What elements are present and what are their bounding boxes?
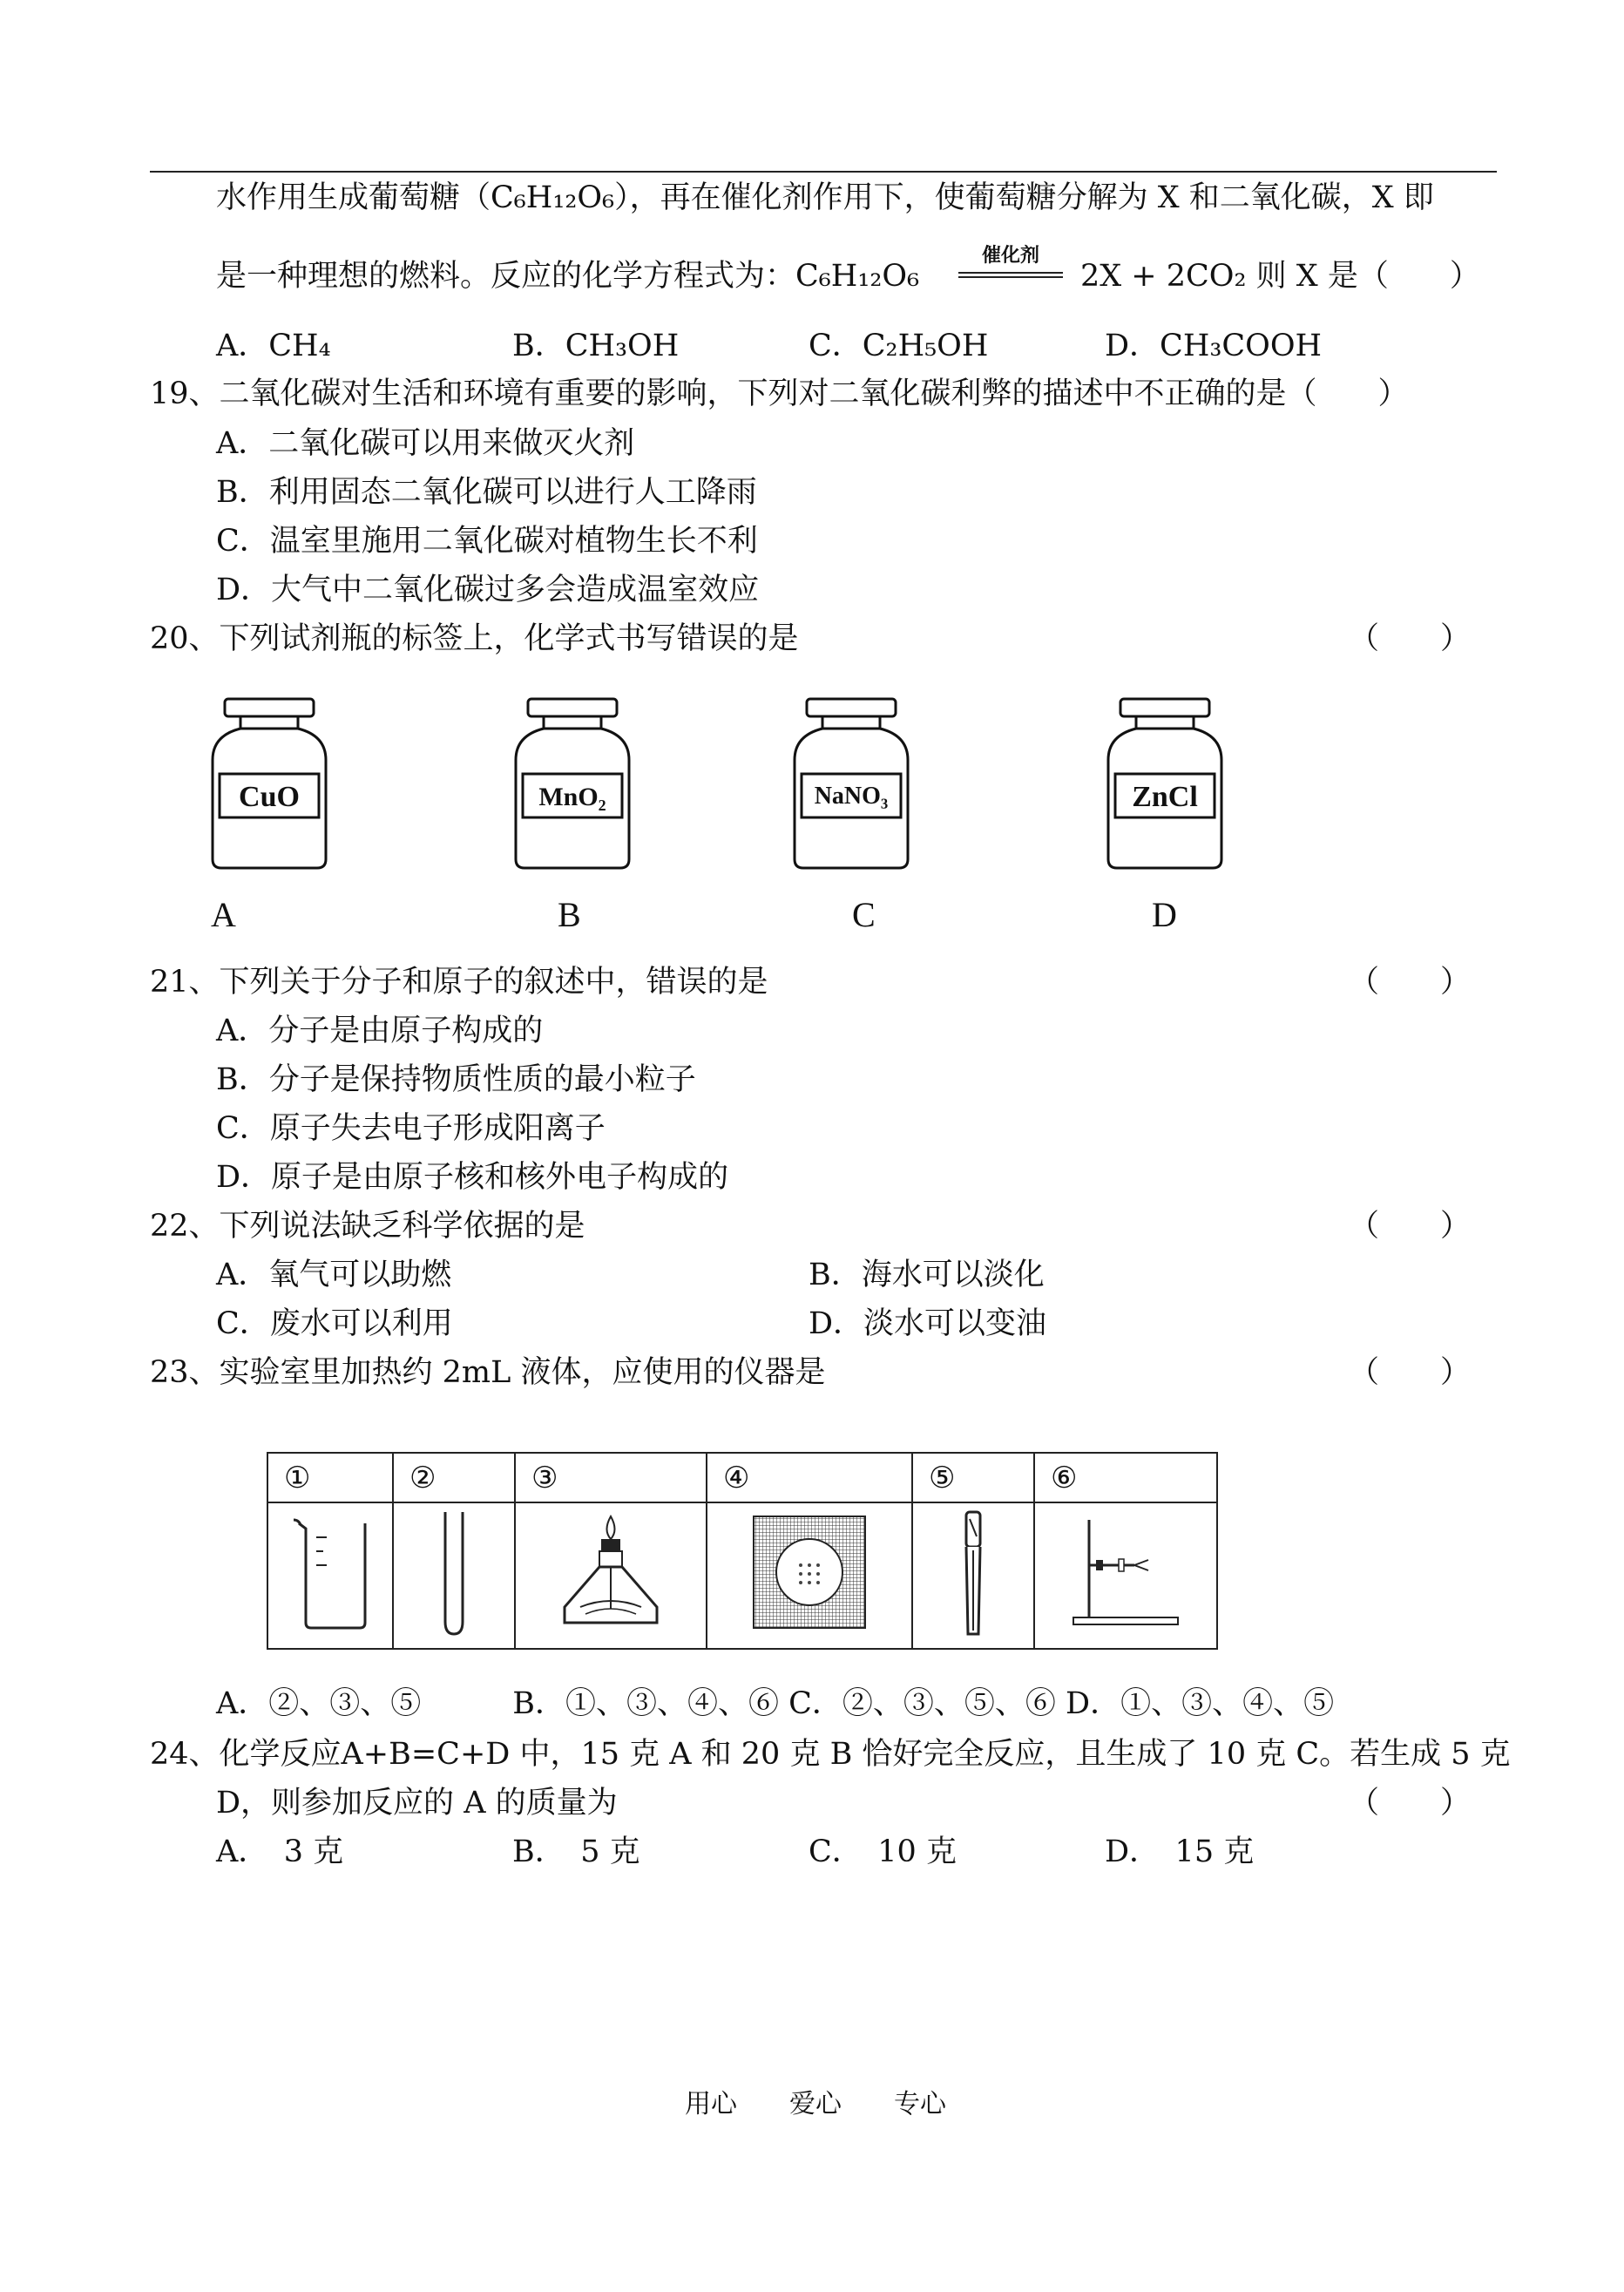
- bottle-letter-c: C: [852, 895, 876, 934]
- test-tube-holder-icon: [947, 1507, 999, 1638]
- apparatus-header-3: ③: [515, 1453, 707, 1502]
- reagent-bottle-c: [789, 697, 913, 871]
- q24-stem: 24、化学反应A+B=C+D 中，15 克 A 和 20 克 B 恰好完全反应，且生成了 10 克 C。若生成 5 克: [150, 1737, 1511, 1772]
- q18-line2-suffix: 2X + 2CO₂ 则 X 是（ ）: [1080, 259, 1480, 294]
- q23-answer-blank: （ ）: [1349, 1355, 1472, 1390]
- q19-option-d: D．大气中二氧化碳过多会造成温室效应: [216, 573, 760, 607]
- reagent-bottle-a: [207, 697, 331, 871]
- apparatus-header-6: ⑥: [1034, 1453, 1217, 1502]
- alcohol-lamp-icon: [545, 1511, 676, 1633]
- q21-option-a: A．分子是由原子构成的: [216, 1014, 544, 1048]
- test-tube-holder-cell: [912, 1502, 1034, 1649]
- q19-option-b: B．利用固态二氧化碳可以进行人工降雨: [216, 475, 757, 510]
- q18-option-d: D．CH₃COOH: [1105, 329, 1323, 363]
- bottle-letter-d: D: [1152, 895, 1177, 934]
- test-tube-cell: [393, 1502, 515, 1649]
- reaction-arrow: [958, 272, 1063, 278]
- q22-stem: 22、下列说法缺乏科学依据的是: [150, 1209, 585, 1244]
- page-footer: 用心 爱心 专心: [685, 2089, 946, 2119]
- q24-option-b: B． 5 克: [512, 1834, 640, 1869]
- apparatus-header-1: ①: [267, 1453, 393, 1502]
- q19-option-a: A．二氧化碳可以用来做灭火剂: [216, 426, 635, 461]
- reagent-bottle-d: [1103, 697, 1227, 871]
- alcohol-lamp-cell: [515, 1502, 707, 1649]
- bottle-label-d: ZnCl: [1132, 781, 1198, 813]
- q23-options: A．②、③、⑤ B．①、③、④、⑥ C．②、③、⑤、⑥ D．①、③、④、⑤: [216, 1686, 1335, 1721]
- q24-option-a: A． 3 克: [216, 1834, 344, 1869]
- wire-gauze-icon: [748, 1511, 870, 1633]
- q18-option-a: A．CH₄: [216, 329, 331, 363]
- q21-option-b: B．分子是保持物质性质的最小粒子: [216, 1062, 696, 1097]
- q18-option-c: C．C₂H₅OH: [809, 329, 989, 363]
- bottle-letter-b: B: [558, 895, 581, 934]
- q19-stem: 19、二氧化碳对生活和环境有重要的影响，下列对二氧化碳利弊的描述中不正确的是（ ）: [150, 376, 1409, 411]
- catalyst-label: 催化剂: [981, 244, 1039, 267]
- q22-option-c: C．废水可以利用: [216, 1306, 453, 1341]
- wire-gauze-cell: [707, 1502, 912, 1649]
- reagent-bottle-b: [511, 697, 634, 871]
- bottle-letter-a: A: [211, 895, 236, 934]
- q24-answer-blank: （ ）: [1349, 1786, 1472, 1821]
- q22-answer-blank: （ ）: [1349, 1209, 1472, 1244]
- apparatus-header-4: ④: [707, 1453, 912, 1502]
- bottle-label-a: CuO: [239, 781, 300, 813]
- q21-option-d: D．原子是由原子核和核外电子构成的: [216, 1160, 729, 1195]
- iron-stand-icon: [1065, 1511, 1187, 1633]
- q22-option-a: A．氧气可以助燃: [216, 1258, 452, 1292]
- iron-stand-cell: [1034, 1502, 1217, 1649]
- apparatus-header-2: ②: [393, 1453, 515, 1502]
- q20-stem: 20、下列试剂瓶的标签上，化学式书写错误的是: [150, 621, 799, 656]
- beaker-icon: [287, 1511, 374, 1633]
- bottle-label-b: MnO₂: [538, 783, 606, 811]
- apparatus-header-5: ⑤: [912, 1453, 1034, 1502]
- q20-answer-blank: （ ）: [1349, 621, 1472, 656]
- apparatus-table: [267, 1452, 1218, 1650]
- q24-stem-line2: D，则参加反应的 A 的质量为: [216, 1786, 618, 1821]
- q21-option-c: C．原子失去电子形成阳离子: [216, 1111, 606, 1146]
- q19-option-c: C．温室里施用二氧化碳对植物生长不利: [216, 524, 758, 559]
- q21-stem: 21、下列关于分子和原子的叙述中，错误的是: [150, 965, 768, 1000]
- q24-option-d: D． 15 克: [1105, 1834, 1255, 1869]
- bottle-label-c: NaNO₃: [814, 783, 889, 810]
- test-tube-icon: [428, 1507, 480, 1638]
- q18-line2-prefix: 是一种理想的燃料。反应的化学方程式为：C₆H₁₂O₆: [216, 259, 920, 294]
- q21-answer-blank: （ ）: [1349, 965, 1472, 1000]
- q23-stem: 23、实验室里加热约 2mL 液体，应使用的仪器是: [150, 1355, 826, 1390]
- q22-option-b: B．海水可以淡化: [809, 1258, 1045, 1292]
- q22-option-d: D．淡水可以变油: [809, 1306, 1047, 1341]
- header-rule: [150, 171, 1497, 173]
- q18-line1: 水作用生成葡萄糖（C₆H₁₂O₆），再在催化剂作用下，使葡萄糖分解为 X 和二氧化碳，X 即: [216, 180, 1434, 215]
- q24-option-c: C． 10 克: [809, 1834, 957, 1869]
- q18-option-b: B．CH₃OH: [512, 329, 680, 363]
- beaker-cell: [267, 1502, 393, 1649]
